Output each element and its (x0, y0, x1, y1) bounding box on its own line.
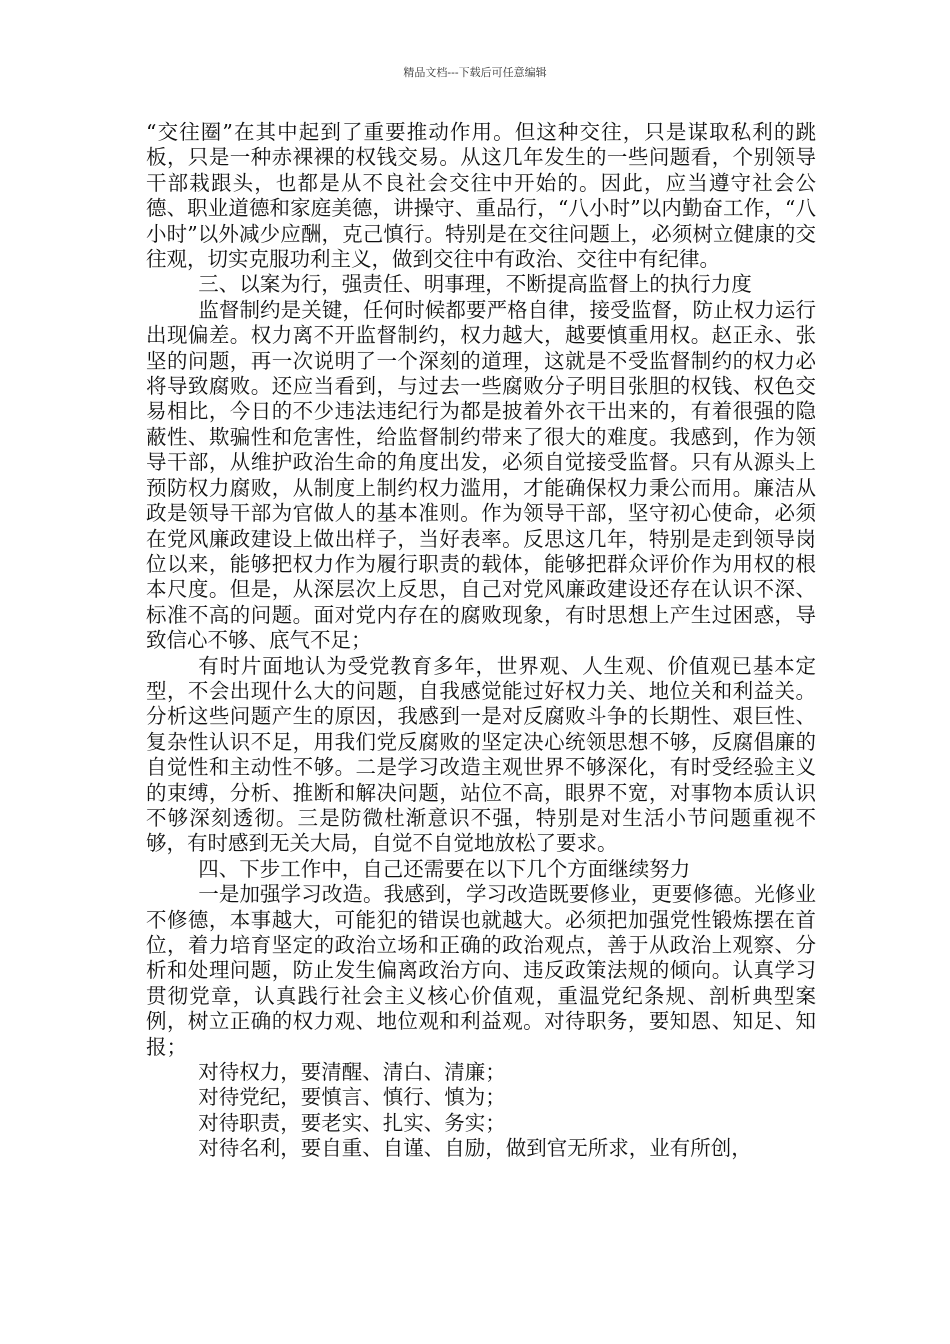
paragraph-3: 监督制约是关键，任何时候都要严格自律，接受监督，防止权力运行出现偏差。权力离不开监督制约，权力越大，越要慎重用权。赵正永、张坚的问题，再一次说明了一个深刻的道理，这就是不受监督制约的权力必将导致腐败。还应当看到，与过去一些腐败分子明目张胆的权钱、权色交易相比，今日的不少违法违纪行为都是披着外衣干出来的，有着很强的隐蔽性、欺骗性和危害性，给监督制约带来了很大的难度。我感到，作为领导干部，从维护政治生命的角度出发，必须自觉接受监督。只有从源头上预防权力腐败，从制度上制约权力滥用，才能确保权力秉公而用。廉洁从政是领导干部为官做人的基本准则。作为领导干部，坚守初心使命，必须在党风廉政建设上做出样子，当好表率。反思这几年，特别是走到领导岗位以来，能够把权力作为履行职责的载体，能够把群众评价作为用权的根本尺度。但是，从深层次上反思，自己对党风廉政建设还存在认识不深、标准不高的问题。面对党内存在的腐败现象，有时思想上产生过困惑，导致信心不够、底气不足； (146, 297, 816, 653)
paragraph-8: 对待党纪，要慎言、慎行、慎为； (198, 1085, 506, 1110)
paragraph-10: 对待名利，要自重、自谨、自励，做到官无所求，业有所创， (198, 1136, 752, 1161)
paragraph-5: 四、下步工作中，自己还需要在以下几个方面继续努力 (198, 856, 691, 881)
paragraph-9: 对待职责，要老实、扎实、务实； (198, 1110, 506, 1135)
paragraph-2: 三、以案为行，强责任、明事理，不断提高监督上的执行力度 (198, 272, 752, 297)
paragraph-4: 有时片面地认为受党教育多年，世界观、人生观、价值观已基本定型，不会出现什么大的问题，自我感觉能过好权力关、地位关和利益关。分析这些问题产生的原因，我感到一是对反腐败斗争的长期性、艰巨性、复杂性认识不足，用我们党反腐败的坚定决心统领思想不够，反腐倡廉的自觉性和主动性不够。二是学习改造主观世界不够深化，有时受经验主义的束缚，分析、推断和解决问题，站位不高，眼界不宽，对事物本质认识不够深刻透彻。三是防微杜渐意识不强，特别是对生活小节问题重视不够，有时感到无关大局，自觉不自觉地放松了要求。 (146, 653, 816, 856)
paragraph-7: 对待权力，要清醒、清白、清廉； (198, 1060, 506, 1085)
page-header: 精品文档---下载后可任意编辑 (403, 66, 547, 79)
paragraph-6: 一是加强学习改造。我感到，学习改造既要修业，更要修德。光修业不修德，本事越大，可能犯的错误也就越大。必须把加强党性锻炼摆在首位，着力培育坚定的政治立场和正确的政治观点，善于从政治上观察、分析和处理问题，防止发生偏离政治方向、违反政策法规的倾向。认真学习贯彻党章，认真践行社会主义核心价值观，重温党纪条规、剖析典型案例，树立正确的权力观、地位观和利益观。对待职务，要知恩、知足、知报； (146, 882, 816, 1059)
document-body (146, 120, 816, 1162)
paragraph-1: “交往圈”在其中起到了重要推动作用。但这种交往，只是谋取私利的跳板，只是一种赤裸裸的权钱交易。从这几年发生的一些问题看，个别领导干部栽跟头，也都是从不良社会交往中开始的。因此，应当遵守社会公德、职业道德和家庭美德，讲操守、重品行，“八小时”以内勤奋工作，“八小时”以外减少应酬，克己慎行。特别是在交往问题上，必须树立健康的交往观，切实克服功利主义，做到交往中有政治、交往中有纪律。 (146, 120, 816, 272)
